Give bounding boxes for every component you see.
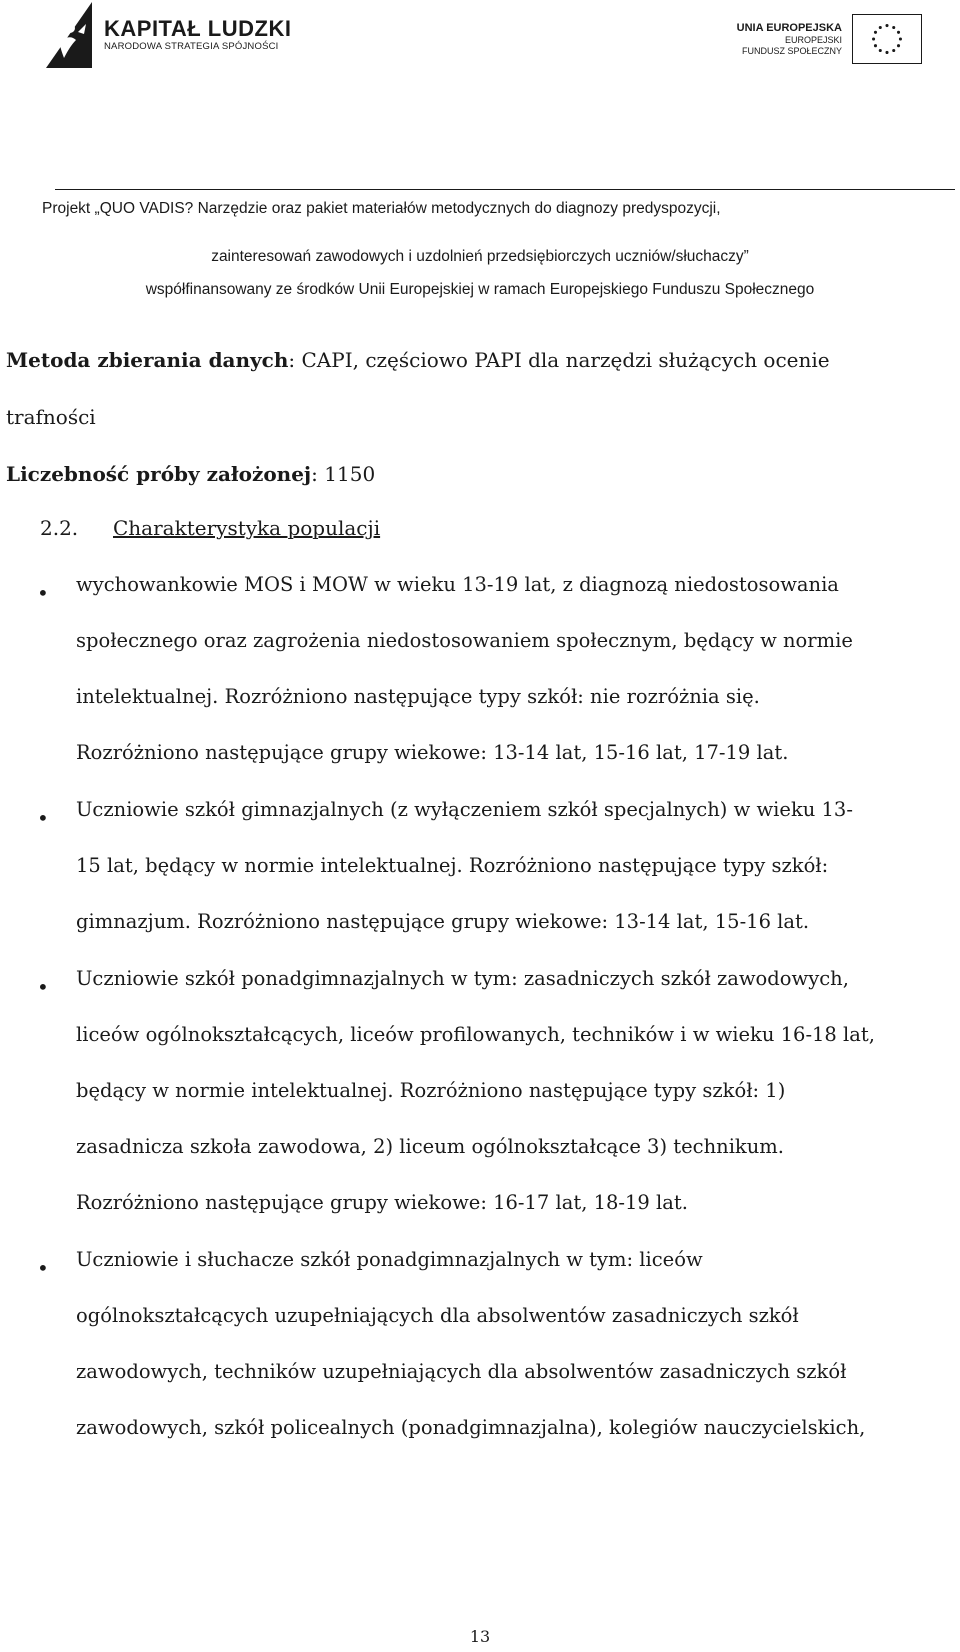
bullet-1-line-2: społecznego oraz zagrożenia niedostosowaniem społecznym, będący w normie	[76, 629, 853, 652]
bullet-3-line-1: Uczniowie szkół ponadgimnazjalnych w tym: zasadniczych szkół zawodowych,	[76, 967, 849, 990]
section-number: 2.2.	[40, 516, 79, 540]
eu-flag-icon	[852, 14, 922, 64]
project-line-1: Projekt „QUO VADIS? Narzędzie oraz pakiet materiałów metodycznych do diagnozy predyspozycji,	[42, 200, 721, 217]
eu-logo-line1: UNIA EUROPEJSKA	[736, 21, 842, 34]
bullet-1-line-1: wychowankowie MOS i MOW w wieku 13-19 lat, z diagnozą niedostosowania	[76, 573, 839, 596]
bullet-4-line-1: Uczniowie i słuchacze szkół ponadgimnazjalnych w tym: liceów	[76, 1248, 703, 1271]
bullet-icon: •	[37, 806, 49, 830]
bullet-1-line-4: Rozróżniono następujące grupy wiekowe: 13-14 lat, 15-16 lat, 17-19 lat.	[76, 741, 789, 764]
bullet-4-line-2: ogólnokształcących uzupełniających dla absolwentów zasadniczych szkół	[76, 1304, 799, 1327]
sample-label: Liczebność próby założonej	[6, 462, 312, 486]
method-value-continued: trafności	[6, 405, 96, 429]
sample-value: : 1150	[311, 462, 376, 486]
header-rule	[55, 189, 955, 190]
kapital-ludzki-mark-icon	[42, 2, 96, 68]
section-title: Charakterystyka populacji	[113, 516, 381, 540]
eu-logo	[737, 14, 922, 64]
bullet-4-line-4: zawodowych, szkół policealnych (ponadgimnazjalna), kolegiów nauczycielskich,	[76, 1416, 866, 1439]
method-label: Metoda zbierania danych	[6, 348, 289, 372]
bullet-2-line-3: gimnazjum. Rozróżniono następujące grupy wiekowe: 13-14 lat, 15-16 lat.	[76, 910, 810, 933]
bullet-icon: •	[37, 1256, 49, 1280]
kapital-ludzki-logo	[42, 2, 291, 68]
sample-line	[6, 462, 375, 486]
project-line-3: współfinansowany ze środków Unii Europejskiej w ramach Europejskiego Funduszu Społecznego	[145, 281, 815, 298]
bullet-icon: •	[37, 581, 49, 605]
method-line	[6, 348, 830, 372]
eu-logo-line3: FUNDUSZ SPOŁECZNY	[741, 45, 842, 56]
kapital-ludzki-subtitle: NARODOWA STRATEGIA SPÓJNOŚCI	[104, 41, 279, 52]
bullet-1-line-3: intelektualnej. Rozróżniono następujące typy szkół: nie rozróżnia się.	[76, 685, 760, 708]
section-heading	[40, 516, 380, 540]
bullet-2-line-1: Uczniowie szkół gimnazjalnych (z wyłączeniem szkół specjalnych) w wieku 13-	[76, 798, 853, 821]
bullet-4-line-3: zawodowych, techników uzupełniających dla absolwentów zasadniczych szkół	[76, 1360, 847, 1383]
bullet-3-line-4: zasadnicza szkoła zawodowa, 2) liceum ogólnokształcące 3) technikum.	[76, 1135, 784, 1158]
kapital-ludzki-title: KAPITAŁ LUDZKI	[104, 16, 292, 41]
eu-logo-line2: EUROPEJSKI	[784, 34, 842, 45]
bullet-3-line-5: Rozróżniono następujące grupy wiekowe: 16-17 lat, 18-19 lat.	[76, 1191, 688, 1214]
page-number: 13	[469, 1627, 491, 1646]
project-line-2: zainteresowań zawodowych i uzdolnień przedsiębiorczych uczniów/słuchaczy”	[211, 248, 749, 265]
bullet-3-line-2: liceów ogólnokształcących, liceów profilowanych, techników i w wieku 16-18 lat,	[76, 1023, 875, 1046]
method-value: : CAPI, częściowo PAPI dla narzędzi służących ocenie	[288, 348, 830, 372]
bullet-3-line-3: będący w normie intelektualnej. Rozróżniono następujące typy szkół: 1)	[76, 1079, 786, 1102]
bullet-icon: •	[37, 975, 49, 999]
bullet-2-line-2: 15 lat, będący w normie intelektualnej. Rozróżniono następujące typy szkół:	[76, 854, 829, 877]
